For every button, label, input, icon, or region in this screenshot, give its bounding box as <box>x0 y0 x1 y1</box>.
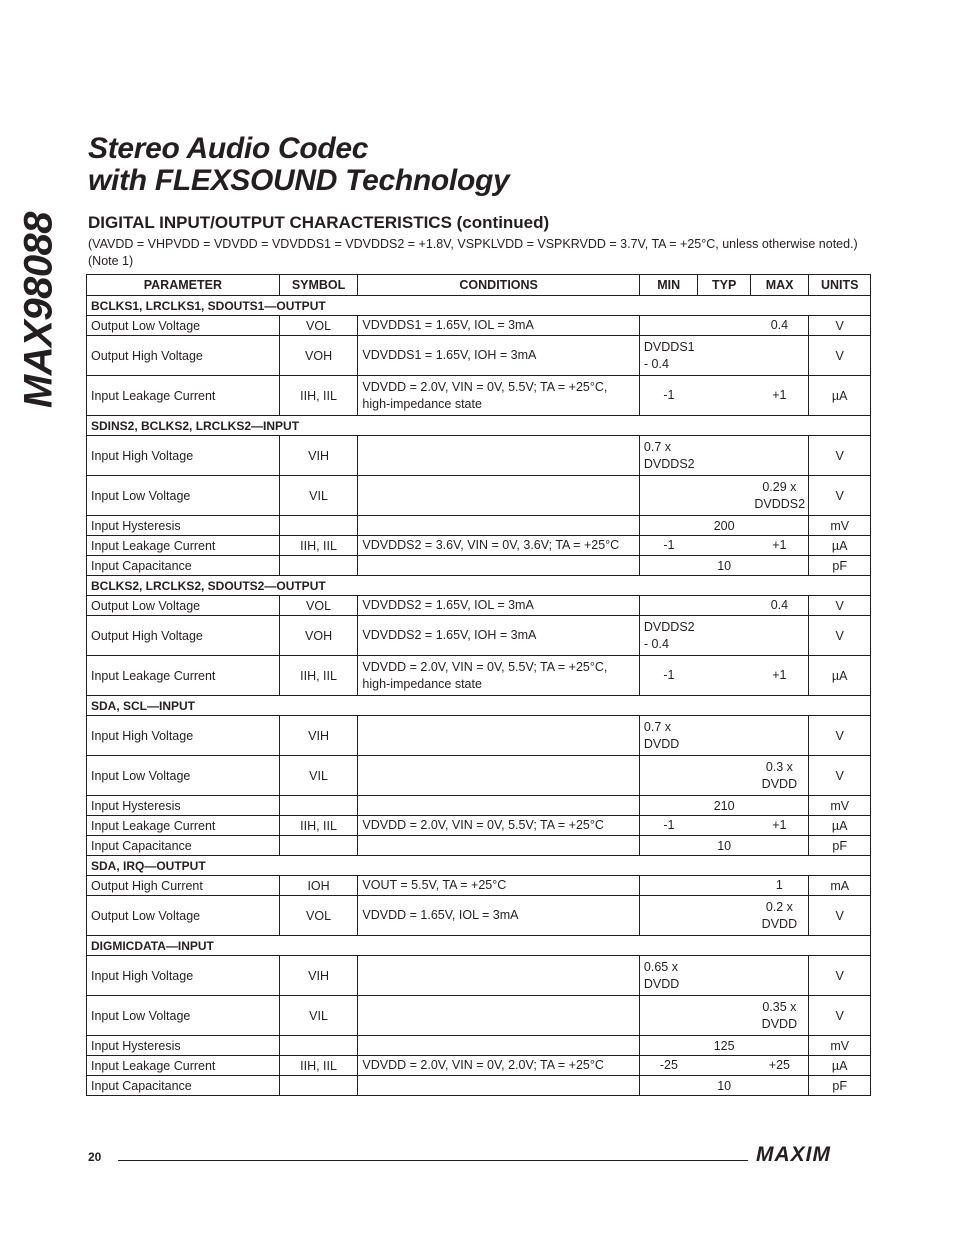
header-conditions: CONDITIONS <box>358 275 640 296</box>
cell-typ <box>698 436 750 476</box>
table-row <box>87 536 871 556</box>
cell-min: 0.7 x DVDD <box>639 716 698 756</box>
cell-units: V <box>809 336 871 376</box>
cell-conditions: VDVDD = 2.0V, VIN = 0V, 2.0V; TA = +25°C <box>358 1056 640 1076</box>
cell-units: pF <box>809 1076 871 1096</box>
cell-parameter: Input High Voltage <box>87 436 280 476</box>
table-row <box>87 596 871 616</box>
cell-conditions <box>358 436 640 476</box>
title-line-1: Stereo Audio Codec <box>88 132 369 165</box>
cell-units: pF <box>809 556 871 576</box>
cell-min: -1 <box>639 656 698 696</box>
cell-conditions <box>358 996 640 1036</box>
cell-symbol: VOL <box>279 316 358 336</box>
cell-units: mV <box>809 1036 871 1056</box>
header-typ: TYP <box>698 275 750 296</box>
cell-symbol <box>279 516 358 536</box>
cell-min <box>639 596 698 616</box>
table-group-row <box>87 856 871 876</box>
table-row <box>87 1036 871 1056</box>
cell-symbol <box>279 836 358 856</box>
cell-conditions: VDVDDS2 = 1.65V, IOL = 3mA <box>358 596 640 616</box>
group-title: BCLKS1, LRCLKS1, SDOUTS1—OUTPUT <box>87 296 871 316</box>
cell-max <box>750 836 809 856</box>
group-title: SDINS2, BCLKS2, LRCLKS2—INPUT <box>87 416 871 436</box>
table-row <box>87 336 871 376</box>
table-row <box>87 816 871 836</box>
cell-conditions <box>358 516 640 536</box>
group-title: SDA, IRQ—OUTPUT <box>87 856 871 876</box>
cell-max <box>750 716 809 756</box>
cell-parameter: Input Capacitance <box>87 556 280 576</box>
page-number: 20 <box>88 1150 102 1164</box>
cell-min <box>639 756 698 796</box>
cell-typ <box>698 956 750 996</box>
cell-parameter: Output Low Voltage <box>87 596 280 616</box>
cell-min <box>639 316 698 336</box>
header-max: MAX <box>750 275 809 296</box>
cell-symbol: VIH <box>279 716 358 756</box>
cell-max: 0.2 x DVDD <box>750 896 809 936</box>
section-heading: DIGITAL INPUT/OUTPUT CHARACTERISTICS (continued) <box>88 213 550 232</box>
cell-units: µA <box>809 1056 871 1076</box>
table-row <box>87 716 871 756</box>
cell-symbol: IIH, IIL <box>279 1056 358 1076</box>
conditions-note <box>88 236 878 270</box>
table-row <box>87 476 871 516</box>
cell-units: V <box>809 716 871 756</box>
cell-units: pF <box>809 836 871 856</box>
cell-min <box>639 476 698 516</box>
cell-symbol: IOH <box>279 876 358 896</box>
cell-parameter: Input Hysteresis <box>87 796 280 816</box>
table-row <box>87 956 871 996</box>
cell-parameter: Input Low Voltage <box>87 476 280 516</box>
cell-units: mV <box>809 796 871 816</box>
table-group-row <box>87 696 871 716</box>
cell-max <box>750 1076 809 1096</box>
cell-typ <box>698 616 750 656</box>
cell-parameter: Input Leakage Current <box>87 1056 280 1076</box>
cell-units: µA <box>809 536 871 556</box>
cell-symbol: IIH, IIL <box>279 536 358 556</box>
cell-parameter: Input Low Voltage <box>87 996 280 1036</box>
cell-symbol: VIL <box>279 476 358 516</box>
cell-max <box>750 336 809 376</box>
title-line-2: with FLEXSOUND Technology <box>88 164 510 197</box>
cell-conditions: VDVDD = 2.0V, VIN = 0V, 5.5V; TA = +25°C <box>358 816 640 836</box>
table-row <box>87 996 871 1036</box>
cell-typ: 210 <box>698 796 750 816</box>
table-row <box>87 796 871 816</box>
cell-min <box>639 556 698 576</box>
cell-parameter: Input Leakage Current <box>87 816 280 836</box>
cell-max: +1 <box>750 816 809 836</box>
cell-parameter: Output High Current <box>87 876 280 896</box>
cell-conditions <box>358 476 640 516</box>
characteristics-table <box>86 274 871 1096</box>
cell-symbol <box>279 796 358 816</box>
cell-parameter: Output Low Voltage <box>87 316 280 336</box>
cell-max <box>750 796 809 816</box>
cell-min <box>639 796 698 816</box>
table-row <box>87 896 871 936</box>
side-part-number: MAX98088 <box>16 211 61 409</box>
cell-max: 0.4 <box>750 596 809 616</box>
maxim-logo: MAXIM <box>756 1143 831 1166</box>
cell-max: +1 <box>750 656 809 696</box>
cell-symbol: VOH <box>279 616 358 656</box>
cell-typ <box>698 756 750 796</box>
cell-min: -1 <box>639 376 698 416</box>
cell-min <box>639 996 698 1036</box>
cell-max <box>750 956 809 996</box>
table-row <box>87 516 871 536</box>
cell-symbol: IIH, IIL <box>279 816 358 836</box>
cell-typ <box>698 816 750 836</box>
cell-max: 1 <box>750 876 809 896</box>
cell-min <box>639 1036 698 1056</box>
cell-symbol: IIH, IIL <box>279 376 358 416</box>
cell-typ <box>698 876 750 896</box>
cell-min <box>639 1076 698 1096</box>
cell-min: -1 <box>639 816 698 836</box>
cell-conditions: VDVDDS2 = 3.6V, VIN = 0V, 3.6V; TA = +25°C <box>358 536 640 556</box>
cell-min <box>639 876 698 896</box>
cell-symbol <box>279 556 358 576</box>
cell-conditions <box>358 1076 640 1096</box>
cell-max: 0.35 x DVDD <box>750 996 809 1036</box>
cell-min <box>639 836 698 856</box>
cell-conditions <box>358 756 640 796</box>
cell-parameter: Input Capacitance <box>87 836 280 856</box>
cell-max: 0.3 x DVDD <box>750 756 809 796</box>
cell-typ: 125 <box>698 1036 750 1056</box>
cell-min <box>639 896 698 936</box>
cell-min: 0.65 x DVDD <box>639 956 698 996</box>
cell-symbol: VIH <box>279 436 358 476</box>
cell-symbol <box>279 1076 358 1096</box>
cell-parameter: Input Low Voltage <box>87 756 280 796</box>
cell-max: +25 <box>750 1056 809 1076</box>
cell-typ: 10 <box>698 1076 750 1096</box>
cell-units: µA <box>809 376 871 416</box>
cell-min <box>639 516 698 536</box>
cell-conditions <box>358 1036 640 1056</box>
cell-typ: 10 <box>698 836 750 856</box>
cell-max: +1 <box>750 376 809 416</box>
table-group-row <box>87 576 871 596</box>
cell-parameter: Output High Voltage <box>87 336 280 376</box>
table-row <box>87 376 871 416</box>
cell-symbol <box>279 1036 358 1056</box>
cell-symbol: VIL <box>279 756 358 796</box>
conditions-text: (VAVDD = VHPVDD = VDVDD = VDVDDS1 = VDVDDS2 = +1.8V, VSPKLVDD = VSPKRVDD = 3.7V, TA = +25°C, unless otherwise noted.) (Note 1) <box>88 237 858 268</box>
cell-typ <box>698 376 750 416</box>
table-row <box>87 756 871 796</box>
cell-max <box>750 556 809 576</box>
table-row <box>87 836 871 856</box>
table-header-row <box>87 275 871 296</box>
document-title <box>88 133 509 197</box>
cell-units: V <box>809 756 871 796</box>
cell-parameter: Input Hysteresis <box>87 516 280 536</box>
cell-units: V <box>809 316 871 336</box>
table-row <box>87 656 871 696</box>
cell-max: 0.4 <box>750 316 809 336</box>
cell-parameter: Input High Voltage <box>87 716 280 756</box>
cell-symbol: VOL <box>279 596 358 616</box>
cell-conditions: VDVDD = 2.0V, VIN = 0V, 5.5V; TA = +25°C, high-impedance state <box>358 376 640 416</box>
cell-symbol: VIH <box>279 956 358 996</box>
cell-units: V <box>809 436 871 476</box>
cell-min: -1 <box>639 536 698 556</box>
cell-parameter: Input Hysteresis <box>87 1036 280 1056</box>
cell-symbol: IIH, IIL <box>279 656 358 696</box>
cell-symbol: VOH <box>279 336 358 376</box>
table-row <box>87 1056 871 1076</box>
cell-conditions <box>358 556 640 576</box>
cell-typ <box>698 476 750 516</box>
cell-max <box>750 1036 809 1056</box>
table-group-row <box>87 296 871 316</box>
cell-parameter: Input Capacitance <box>87 1076 280 1096</box>
cell-units: V <box>809 616 871 656</box>
cell-units: mA <box>809 876 871 896</box>
header-units: UNITS <box>809 275 871 296</box>
cell-conditions <box>358 716 640 756</box>
header-parameter: PARAMETER <box>87 275 280 296</box>
cell-typ <box>698 536 750 556</box>
header-min: MIN <box>639 275 698 296</box>
cell-conditions <box>358 836 640 856</box>
cell-parameter: Output High Voltage <box>87 616 280 656</box>
table-row <box>87 556 871 576</box>
cell-typ <box>698 656 750 696</box>
cell-min: DVDDS1 - 0.4 <box>639 336 698 376</box>
cell-conditions: VDVDDS1 = 1.65V, IOL = 3mA <box>358 316 640 336</box>
cell-units: mV <box>809 516 871 536</box>
cell-typ <box>698 316 750 336</box>
cell-parameter: Input Leakage Current <box>87 656 280 696</box>
cell-typ: 200 <box>698 516 750 536</box>
cell-units: V <box>809 596 871 616</box>
cell-conditions <box>358 956 640 996</box>
cell-min: DVDDS2 - 0.4 <box>639 616 698 656</box>
cell-max: 0.29 x DVDDS2 <box>750 476 809 516</box>
cell-conditions: VOUT = 5.5V, TA = +25°C <box>358 876 640 896</box>
cell-units: µA <box>809 816 871 836</box>
cell-min: -25 <box>639 1056 698 1076</box>
cell-typ <box>698 1056 750 1076</box>
cell-max <box>750 516 809 536</box>
table-group-row <box>87 936 871 956</box>
cell-max <box>750 616 809 656</box>
group-title: BCLKS2, LRCLKS2, SDOUTS2—OUTPUT <box>87 576 871 596</box>
table-body <box>87 296 871 1096</box>
cell-units: V <box>809 476 871 516</box>
cell-conditions: VDVDD = 1.65V, IOL = 3mA <box>358 896 640 936</box>
table-row <box>87 1076 871 1096</box>
table-row <box>87 436 871 476</box>
cell-parameter: Input Leakage Current <box>87 376 280 416</box>
table-row <box>87 316 871 336</box>
cell-max <box>750 436 809 476</box>
cell-typ <box>698 336 750 376</box>
table-row <box>87 616 871 656</box>
cell-symbol: VIL <box>279 996 358 1036</box>
cell-conditions: VDVDD = 2.0V, VIN = 0V, 5.5V; TA = +25°C, high-impedance state <box>358 656 640 696</box>
cell-conditions <box>358 796 640 816</box>
cell-conditions: VDVDDS2 = 1.65V, IOH = 3mA <box>358 616 640 656</box>
cell-typ <box>698 896 750 936</box>
table-group-row <box>87 416 871 436</box>
cell-conditions: VDVDDS1 = 1.65V, IOH = 3mA <box>358 336 640 376</box>
cell-units: µA <box>809 656 871 696</box>
table-row <box>87 876 871 896</box>
cell-units: V <box>809 956 871 996</box>
group-title: DIGMICDATA—INPUT <box>87 936 871 956</box>
group-title: SDA, SCL—INPUT <box>87 696 871 716</box>
cell-min: 0.7 x DVDDS2 <box>639 436 698 476</box>
cell-parameter: Input Leakage Current <box>87 536 280 556</box>
cell-typ <box>698 996 750 1036</box>
cell-parameter: Output Low Voltage <box>87 896 280 936</box>
header-symbol: SYMBOL <box>279 275 358 296</box>
cell-units: V <box>809 896 871 936</box>
cell-typ <box>698 596 750 616</box>
cell-parameter: Input High Voltage <box>87 956 280 996</box>
cell-units: V <box>809 996 871 1036</box>
footer-rule <box>118 1160 748 1161</box>
cell-symbol: VOL <box>279 896 358 936</box>
cell-typ: 10 <box>698 556 750 576</box>
cell-typ <box>698 716 750 756</box>
cell-max: +1 <box>750 536 809 556</box>
